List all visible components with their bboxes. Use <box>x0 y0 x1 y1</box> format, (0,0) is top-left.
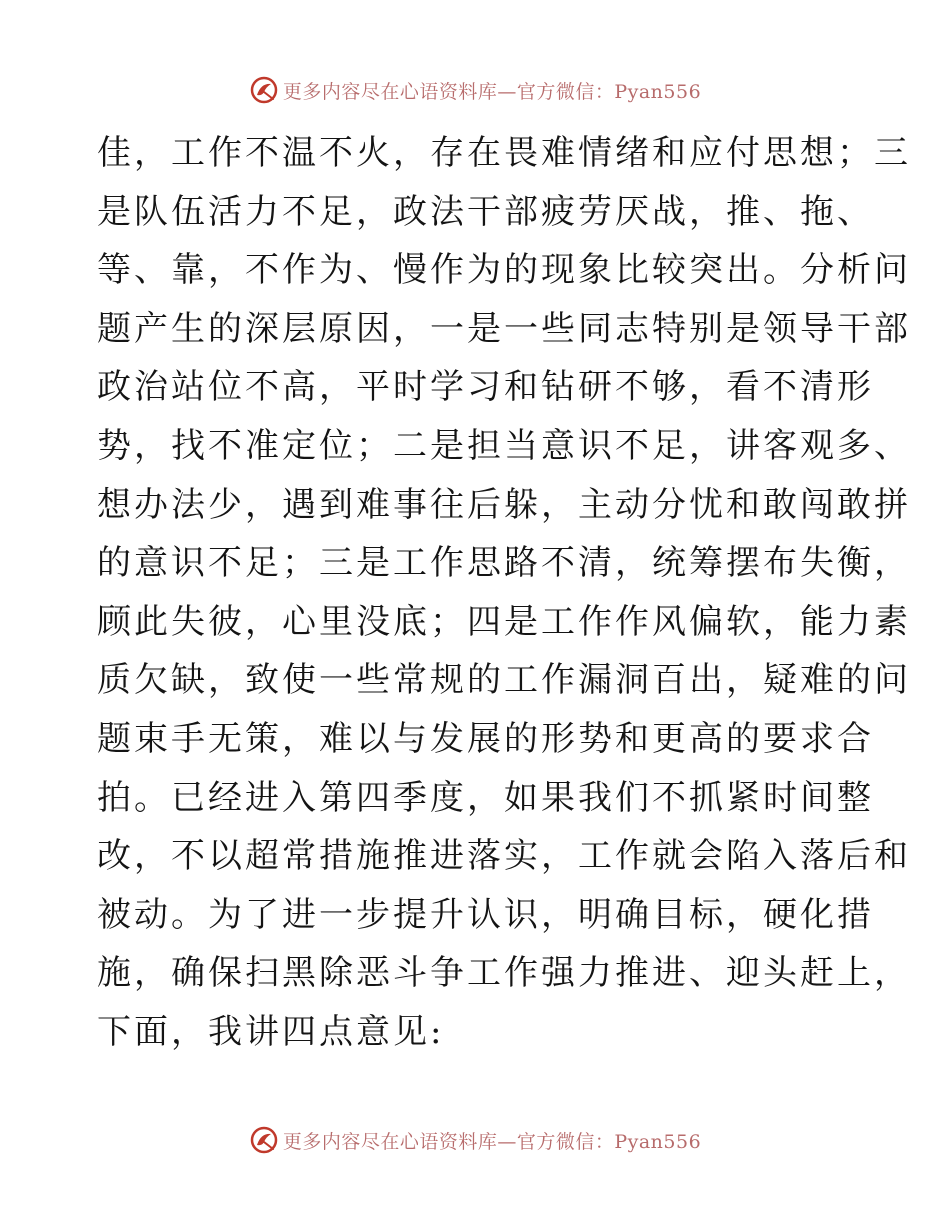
text-line: 施，确保扫黑除恶斗争工作强力推进、迎头赶上， <box>97 953 911 994</box>
text-line: 顾此失彼，心里没底；四是工作作风偏软，能力素 <box>97 601 911 642</box>
text-line: 下面，我讲四点意见: <box>97 1011 445 1052</box>
text-line: 想办法少，遇到难事往后躲，主动分忧和敢闯敢拼 <box>97 484 911 525</box>
watermark-text: 更多内容尽在心语资料库—官方微信：Pyan556 <box>282 80 702 103</box>
logo-icon <box>249 1125 279 1155</box>
footer-watermark <box>0 1122 950 1158</box>
text-line: 被动。为了进一步提升认识，明确目标，硬化措 <box>97 894 874 935</box>
watermark-text: 更多内容尽在心语资料库—官方微信：Pyan556 <box>282 1130 702 1153</box>
text-line: 题束手无策，难以与发展的形势和更高的要求合 <box>97 718 874 759</box>
text-line: 势，找不准定位；二是担当意识不足，讲客观多、 <box>97 425 911 466</box>
text-line: 等、靠，不作为、慢作为的现象比较突出。分析问 <box>97 250 911 291</box>
logo-icon <box>249 75 279 105</box>
text-line: 是队伍活力不足，政法干部疲劳厌战，推、拖、 <box>97 191 874 232</box>
header-watermark <box>0 72 950 108</box>
text-line: 佳，工作不温不火，存在畏难情绪和应付思想；三 <box>97 133 911 173</box>
text-line: 政治站位不高，平时学习和钻研不够，看不清形 <box>97 367 874 408</box>
text-line: 质欠缺，致使一些常规的工作漏洞百出，疑难的问 <box>97 660 911 701</box>
text-line: 的意识不足；三是工作思路不清，统筹摆布失衡， <box>97 543 911 584</box>
document-body <box>97 124 911 1062</box>
text-line: 拍。已经进入第四季度，如果我们不抓紧时间整 <box>97 777 874 818</box>
text-line: 改，不以超常措施推进落实，工作就会陷入落后和 <box>97 836 911 877</box>
text-line: 题产生的深层原因，一是一些同志特别是领导干部 <box>97 308 911 349</box>
